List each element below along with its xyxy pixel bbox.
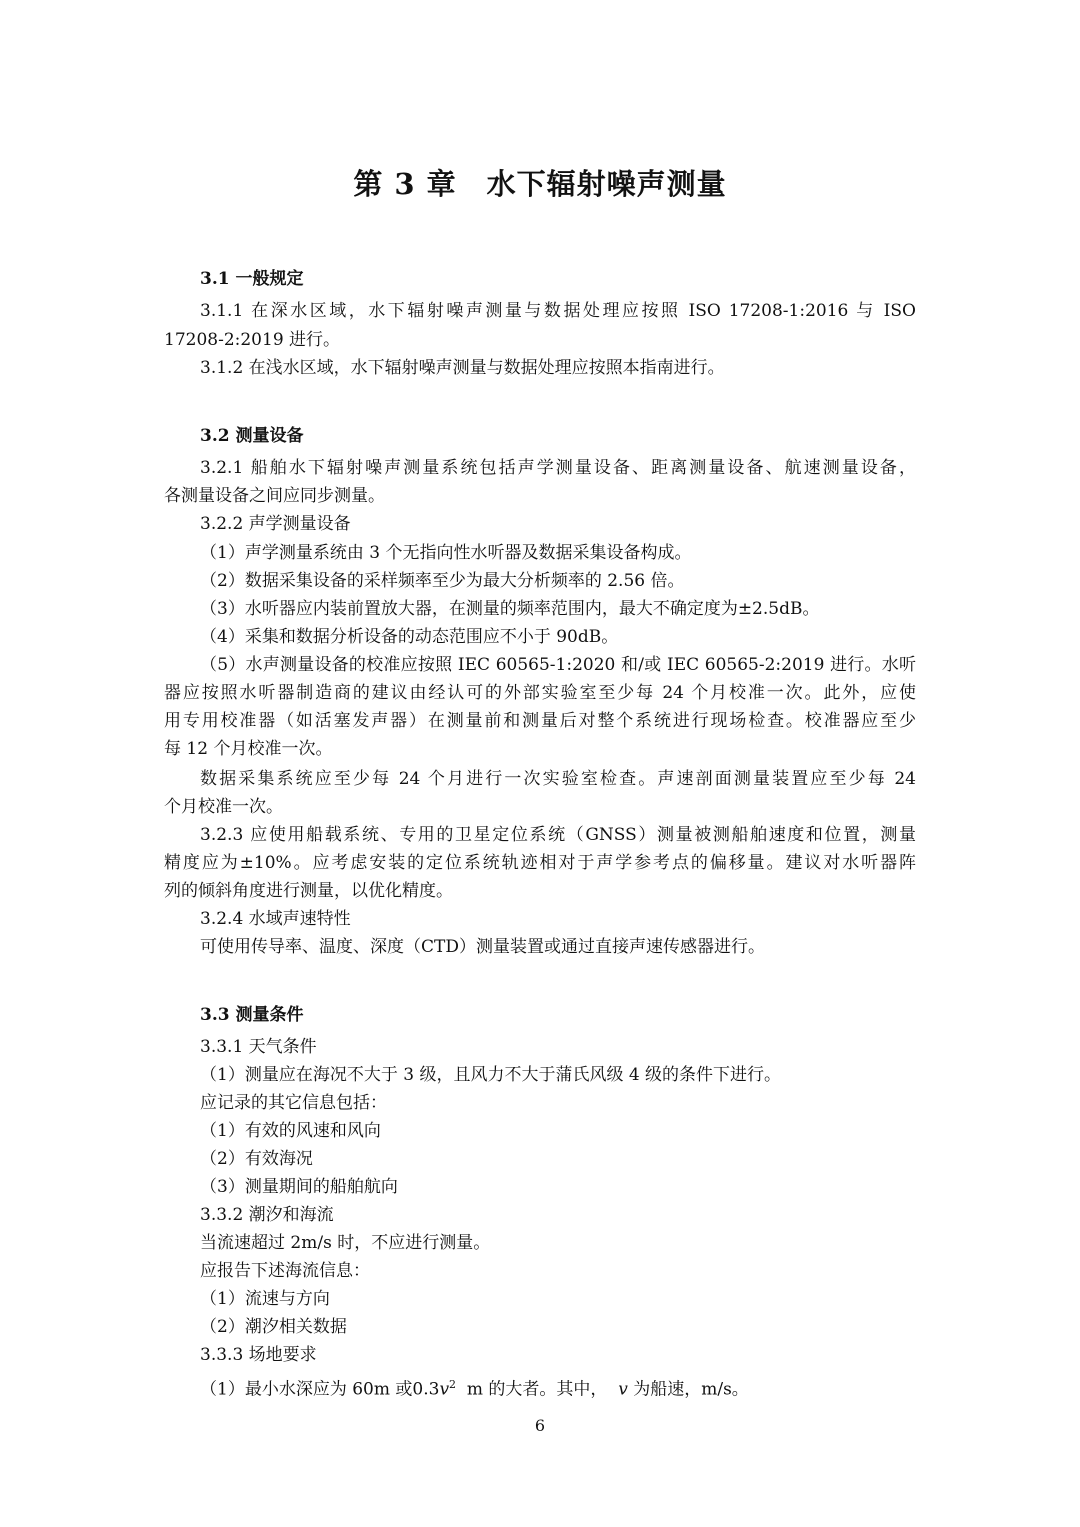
section-heading-3-3: 3.3 测量条件 <box>200 1005 304 1025</box>
list-item: （1）有效的风速和风向 <box>200 1121 381 1141</box>
section-heading-3-1: 3.1 一般规定 <box>200 269 304 289</box>
formula-text: m 的大者。其中， <box>466 1379 608 1400</box>
paragraph-line: 器应按照水听器制造商的建议由经认可的外部实验室至少每 24 个月校准一次。此外，应使 <box>164 683 916 703</box>
paragraph-line: 精度应为±10%。应考虑安装的定位系统轨迹相对于声学参考点的偏移量。建议对水听器阵 <box>164 853 916 873</box>
formula-variable: v <box>618 1379 628 1400</box>
paragraph-line: 3.1.2 在浅水区域，水下辐射噪声测量与数据处理应按照本指南进行。 <box>200 358 725 378</box>
paragraph-line: 应记录的其它信息包括： <box>200 1093 387 1113</box>
subsection-heading-3-2-2: 3.2.2 声学测量设备 <box>200 514 351 534</box>
paragraph-line: 用专用校准器（如活塞发声器）在测量前和测量后对整个系统进行现场检查。校准器应至少 <box>164 711 916 731</box>
paragraph-line: 3.1.1 在深水区域，水下辐射噪声测量与数据处理应按照 ISO 17208-1:2016 与 ISO <box>200 301 916 321</box>
list-item-formula <box>200 1373 749 1402</box>
paragraph-line: 各测量设备之间应同步测量。 <box>164 486 385 506</box>
list-item: （1）流速与方向 <box>200 1289 330 1309</box>
subsection-heading-3-3-2: 3.3.2 潮汐和海流 <box>200 1205 334 1225</box>
list-item: （2）潮汐相关数据 <box>200 1317 347 1337</box>
list-item: （1）声学测量系统由 3 个无指向性水听器及数据采集设备构成。 <box>200 543 692 563</box>
formula-variable: v <box>439 1379 450 1400</box>
page-number: 6 <box>534 1416 546 1435</box>
subsection-heading-3-2-4: 3.2.4 水域声速特性 <box>200 909 351 929</box>
list-item: （4）采集和数据分析设备的动态范围应不小于 90dB。 <box>200 627 619 647</box>
formula-text: 为船速，m/s。 <box>633 1379 749 1400</box>
list-item: （5）水声测量设备的校准应按照 IEC 60565-1:2020 和/或 IEC 60565-2:2019 进行。水听 <box>200 655 916 675</box>
formula-coefficient: 0.3 <box>412 1379 440 1400</box>
subsection-heading-3-3-1: 3.3.1 天气条件 <box>200 1037 317 1057</box>
paragraph-line: 应报告下述海流信息： <box>200 1261 370 1281</box>
section-heading-3-2: 3.2 测量设备 <box>200 426 304 446</box>
paragraph-line: 3.2.3 应使用船载系统、专用的卫星定位系统（GNSS）测量被测船舶速度和位置，测量 <box>200 825 916 845</box>
paragraph-line: 可使用传导率、温度、深度（CTD）测量装置或通过直接声速传感器进行。 <box>200 937 765 957</box>
list-item: （3）测量期间的船舶航向 <box>200 1177 398 1197</box>
formula-exponent: 2 <box>449 1378 457 1391</box>
list-item: （2）数据采集设备的采样频率至少为最大分析频率的 2.56 倍。 <box>200 571 685 591</box>
paragraph-line: 列的倾斜角度进行测量，以优化精度。 <box>164 881 453 901</box>
paragraph-line: 每 12 个月校准一次。 <box>164 739 333 759</box>
paragraph-line: 17208-2:2019 进行。 <box>164 330 341 350</box>
paragraph-line: 个月校准一次。 <box>164 797 283 817</box>
formula-text: （1）最小水深应为 60m 或 <box>200 1379 413 1400</box>
paragraph-line: 当流速超过 2m/s 时，不应进行测量。 <box>200 1233 491 1253</box>
paragraph-line: 数据采集系统应至少每 24 个月进行一次实验室检查。声速剖面测量装置应至少每 24 <box>200 769 916 789</box>
list-item: （1）测量应在海况不大于 3 级，且风力不大于蒲氏风级 4 级的条件下进行。 <box>200 1065 782 1085</box>
paragraph-line: 3.2.1 船舶水下辐射噪声测量系统包括声学测量设备、距离测量设备、航速测量设备， <box>200 458 916 478</box>
subsection-heading-3-3-3: 3.3.3 场地要求 <box>200 1345 317 1365</box>
list-item: （3）水听器应内装前置放大器，在测量的频率范围内，最大不确定度为±2.5dB。 <box>200 599 820 619</box>
list-item: （2）有效海况 <box>200 1149 313 1169</box>
chapter-title: 第 3 章 水下辐射噪声测量 <box>353 167 727 201</box>
